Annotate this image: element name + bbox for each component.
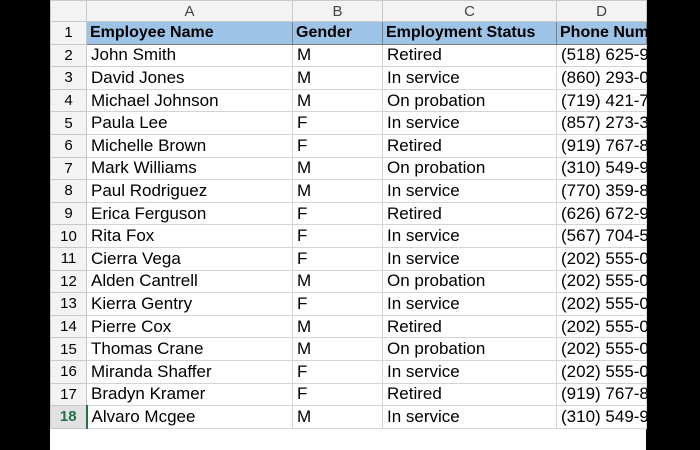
cell-phone-number[interactable]: (919) 767-8175 [557,134,647,157]
row-number[interactable]: 8 [51,180,87,203]
cell-employee-name[interactable]: Alden Cantrell [87,270,293,293]
cell-employee-name[interactable]: Michelle Brown [87,134,293,157]
cell-employment-status[interactable]: In service [383,67,557,90]
header-employment-status[interactable]: Employment Status [383,22,557,45]
row-number[interactable]: 18 [51,406,87,429]
cell-employee-name[interactable]: Mark Williams [87,157,293,180]
row-number[interactable]: 10 [51,225,87,248]
cell-gender[interactable]: F [293,293,383,316]
table-row [51,44,647,67]
row-number[interactable]: 3 [51,67,87,90]
cell-employee-name[interactable]: Kierra Gentry [87,293,293,316]
table-row [51,180,647,203]
cell-employment-status[interactable]: Retired [383,315,557,338]
cell-employment-status[interactable]: In service [383,180,557,203]
cell-employee-name[interactable]: John Smith [87,44,293,67]
cell-employment-status[interactable]: Retired [383,134,557,157]
table-row [51,157,647,180]
row-number[interactable]: 13 [51,293,87,316]
table-row [51,225,647,248]
table-row [51,67,647,90]
cell-phone-number[interactable]: (202) 555-0144 [557,338,647,361]
cell-gender[interactable]: M [293,315,383,338]
cell-gender[interactable]: F [293,360,383,383]
cell-employee-name[interactable]: Alvaro Mcgee [87,406,293,429]
cell-phone-number[interactable]: (626) 672-9887 [557,202,647,225]
cell-phone-number[interactable]: (202) 555-0194 [557,315,647,338]
column-header-b[interactable]: B [293,1,383,22]
table-header-row [51,22,647,45]
header-employee-name[interactable]: Employee Name [87,22,293,45]
cell-employee-name[interactable]: Bradyn Kramer [87,383,293,406]
spreadsheet-grid [50,0,678,429]
table-row [51,89,647,112]
cell-employee-name[interactable]: Erica Ferguson [87,202,293,225]
cell-gender[interactable]: M [293,89,383,112]
cell-employee-name[interactable]: Paul Rodriguez [87,180,293,203]
cell-phone-number[interactable]: (860) 293-0292 [557,67,647,90]
row-number[interactable]: 4 [51,89,87,112]
cell-gender[interactable]: M [293,406,383,429]
cell-gender[interactable]: F [293,134,383,157]
column-header-a[interactable]: A [87,1,293,22]
cell-phone-number[interactable]: (567) 704-5233 [557,225,647,248]
cell-phone-number[interactable]: (310) 549-9319 [557,406,647,429]
cell-employment-status[interactable]: Retired [383,383,557,406]
row-number[interactable]: 7 [51,157,87,180]
cell-gender[interactable]: M [293,67,383,90]
cell-employee-name[interactable]: Pierre Cox [87,315,293,338]
row-number[interactable]: 17 [51,383,87,406]
cell-gender[interactable]: M [293,338,383,361]
column-header-c[interactable]: C [383,1,557,22]
column-header-row [51,1,647,22]
table-row [51,338,647,361]
table-row [51,360,647,383]
cell-phone-number[interactable]: (770) 359-8588 [557,180,647,203]
cell-phone-number[interactable]: (202) 555-0109 [557,247,647,270]
row-number[interactable]: 11 [51,247,87,270]
cell-phone-number[interactable]: (202) 555-0163 [557,270,647,293]
row-number[interactable]: 6 [51,134,87,157]
table-row [51,202,647,225]
row-number[interactable]: 12 [51,270,87,293]
row-number[interactable]: 15 [51,338,87,361]
cell-gender[interactable]: M [293,44,383,67]
table-row [51,134,647,157]
cell-employment-status[interactable]: On probation [383,270,557,293]
cell-gender[interactable]: M [293,180,383,203]
cell-employee-name[interactable]: Rita Fox [87,225,293,248]
table-row [51,293,647,316]
cell-gender[interactable]: F [293,202,383,225]
cell-gender[interactable]: F [293,225,383,248]
cell-employee-name[interactable]: Paula Lee [87,112,293,135]
cell-gender[interactable]: F [293,112,383,135]
row-number[interactable]: 16 [51,360,87,383]
cell-employment-status[interactable]: Retired [383,202,557,225]
table-row [51,315,647,338]
cell-employment-status[interactable]: In service [383,225,557,248]
row-number[interactable]: 9 [51,202,87,225]
cell-phone-number[interactable]: (310) 549-9319 [557,157,647,180]
cell-employee-name[interactable]: Michael Johnson [87,89,293,112]
cell-employment-status[interactable]: In service [383,360,557,383]
select-all-corner[interactable] [51,1,87,22]
cell-employee-name[interactable]: Cierra Vega [87,247,293,270]
cell-employment-status[interactable]: In service [383,293,557,316]
table-row [51,247,647,270]
row-number[interactable]: 1 [51,22,87,45]
cell-employment-status[interactable]: In service [383,406,557,429]
cell-phone-number[interactable]: (719) 421-7400 [557,89,647,112]
cell-employment-status[interactable]: On probation [383,338,557,361]
header-phone-number[interactable]: Phone Number [557,22,647,45]
row-number[interactable]: 14 [51,315,87,338]
table-row [51,112,647,135]
cell-phone-number[interactable]: (202) 555-0157 [557,360,647,383]
table-row [51,383,647,406]
cell-employment-status[interactable]: Retired [383,44,557,67]
cell-employee-name[interactable]: Thomas Crane [87,338,293,361]
cell-employee-name[interactable]: Miranda Shaffer [87,360,293,383]
cell-gender[interactable]: M [293,157,383,180]
table-row [51,270,647,293]
cell-employment-status[interactable]: On probation [383,157,557,180]
cell-phone-number[interactable]: (202) 555-0114 [557,293,647,316]
row-number[interactable]: 5 [51,112,87,135]
cell-gender[interactable]: F [293,383,383,406]
row-number[interactable]: 2 [51,44,87,67]
cell-employment-status[interactable]: In service [383,247,557,270]
cell-gender[interactable]: F [293,247,383,270]
cell-gender[interactable]: M [293,270,383,293]
cell-phone-number[interactable]: (518) 625-9017 [557,44,647,67]
spreadsheet-frame [50,0,678,450]
cell-phone-number[interactable]: (919) 767-8175 [557,383,647,406]
table-row [51,406,647,429]
cell-phone-number[interactable]: (857) 273-3103 [557,112,647,135]
cell-employment-status[interactable]: In service [383,112,557,135]
cell-employee-name[interactable]: David Jones [87,67,293,90]
header-gender[interactable]: Gender [293,22,383,45]
column-header-d[interactable]: D [557,1,647,22]
cell-employment-status[interactable]: On probation [383,89,557,112]
